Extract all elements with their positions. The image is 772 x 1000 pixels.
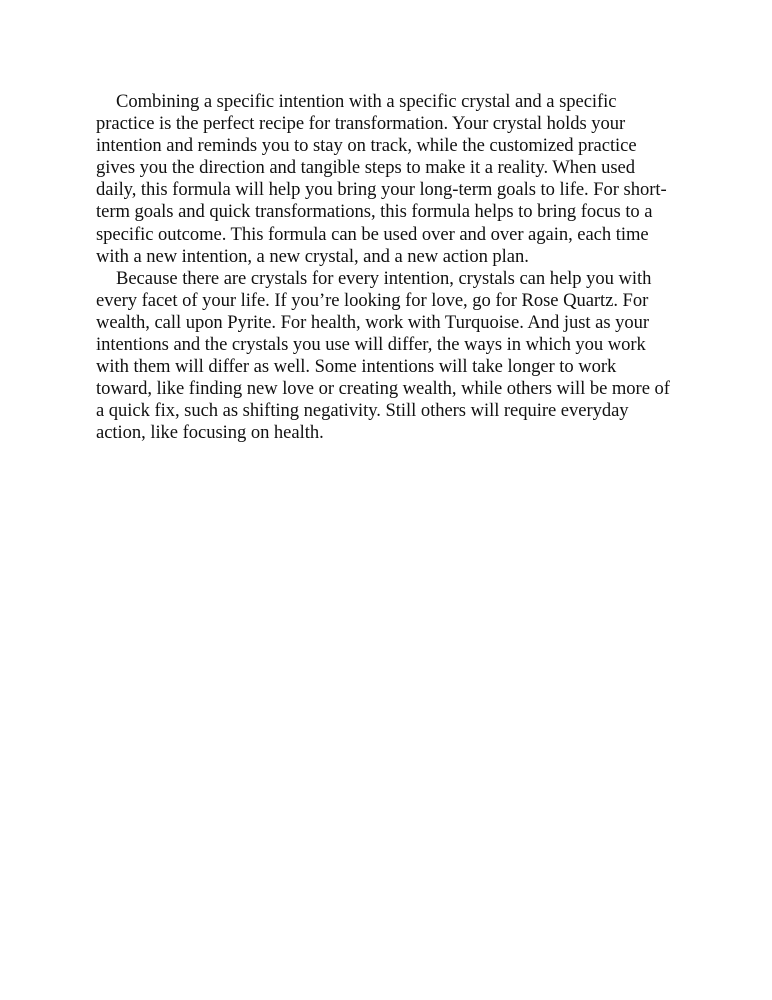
paragraph-2: Because there are crystals for every intention, crystals can help you with every facet of your life. If you’re looking for love, go for Rose Quartz. For wealth, call upon Pyrite. For health, work with Turquoise. And just as your intentions and the crystals you use will differ, the ways in which you work with them will differ as well. Some intentions will take longer to work toward, like finding new love or creating wealth, while others will be more of a quick fix, such as shifting negativity. Still others will require everyday action, like focusing on health. xyxy=(96,267,670,444)
paragraph-1: Combining a specific intention with a specific crystal and a specific practice is the perfect recipe for transformation. Your crystal holds your intention and reminds you to stay on track, while the customized practice gives you the direction and tangible steps to make it a reality. When used daily, this formula will help you bring your long-term goals to life. For short-term goals and quick transformations, this formula helps to bring focus to a specific outcome. This formula can be used over and over again, each time with a new intention, a new crystal, and a new action plan. xyxy=(96,91,667,267)
body-text xyxy=(96,91,671,445)
